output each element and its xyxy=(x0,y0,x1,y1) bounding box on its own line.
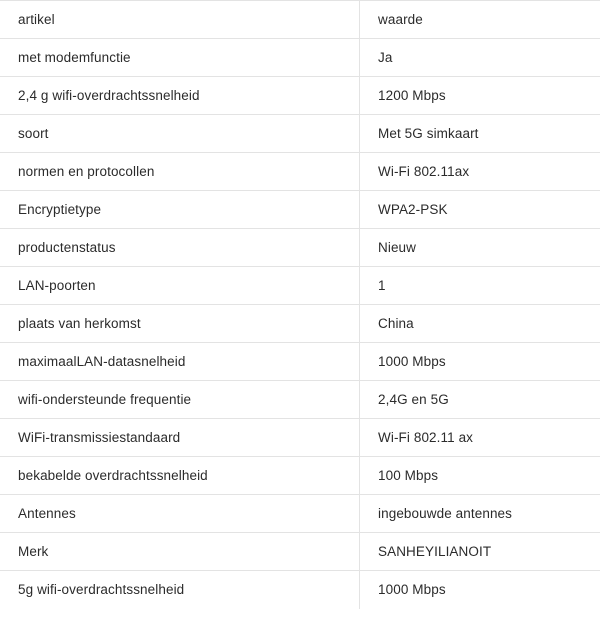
spec-name: soort xyxy=(0,115,360,153)
table-row xyxy=(0,153,600,191)
spec-name: WiFi-transmissiestandaard xyxy=(0,419,360,457)
table-row xyxy=(0,533,600,571)
spec-name: normen en protocollen xyxy=(0,153,360,191)
table-row xyxy=(0,381,600,419)
spec-value: 1000 Mbps xyxy=(360,343,600,381)
column-header-name: artikel xyxy=(0,1,360,39)
spec-name: LAN-poorten xyxy=(0,267,360,305)
spec-value: 1200 Mbps xyxy=(360,77,600,115)
spec-name: Antennes xyxy=(0,495,360,533)
table-body xyxy=(0,1,600,609)
table-row xyxy=(0,191,600,229)
spec-value: Ja xyxy=(360,39,600,77)
spec-name: 5g wifi-overdrachtssnelheid xyxy=(0,571,360,609)
table-row xyxy=(0,495,600,533)
spec-value: China xyxy=(360,305,600,343)
spec-name: bekabelde overdrachtssnelheid xyxy=(0,457,360,495)
table-row xyxy=(0,457,600,495)
spec-name: maximaalLAN-datasnelheid xyxy=(0,343,360,381)
spec-value: WPA2-PSK xyxy=(360,191,600,229)
spec-value: 100 Mbps xyxy=(360,457,600,495)
table-row xyxy=(0,229,600,267)
table-row xyxy=(0,305,600,343)
table-row xyxy=(0,39,600,77)
spec-value: SANHEYILIANOIT xyxy=(360,533,600,571)
spec-name: met modemfunctie xyxy=(0,39,360,77)
table-row xyxy=(0,343,600,381)
table-header-row xyxy=(0,1,600,39)
table-row xyxy=(0,571,600,609)
spec-value: ingebouwde antennes xyxy=(360,495,600,533)
spec-value: Met 5G simkaart xyxy=(360,115,600,153)
column-header-value: waarde xyxy=(360,1,600,39)
spec-name: wifi-ondersteunde frequentie xyxy=(0,381,360,419)
spec-name: Encryptietype xyxy=(0,191,360,229)
spec-value: 1 xyxy=(360,267,600,305)
spec-value: 1000 Mbps xyxy=(378,582,446,598)
table-row xyxy=(0,419,600,457)
spec-value: Nieuw xyxy=(360,229,600,267)
table-row xyxy=(0,77,600,115)
spec-name: productenstatus xyxy=(0,229,360,267)
spec-value: 2,4G en 5G xyxy=(360,381,600,419)
table-row xyxy=(0,115,600,153)
spec-value: Wi-Fi 802.11ax xyxy=(360,153,600,191)
table-row xyxy=(0,267,600,305)
spec-name: plaats van herkomst xyxy=(0,305,360,343)
spec-value: Wi-Fi 802.11 ax xyxy=(360,419,600,457)
spec-name: Merk xyxy=(0,533,360,571)
spec-name: 2,4 g wifi-overdrachtssnelheid xyxy=(0,77,360,115)
